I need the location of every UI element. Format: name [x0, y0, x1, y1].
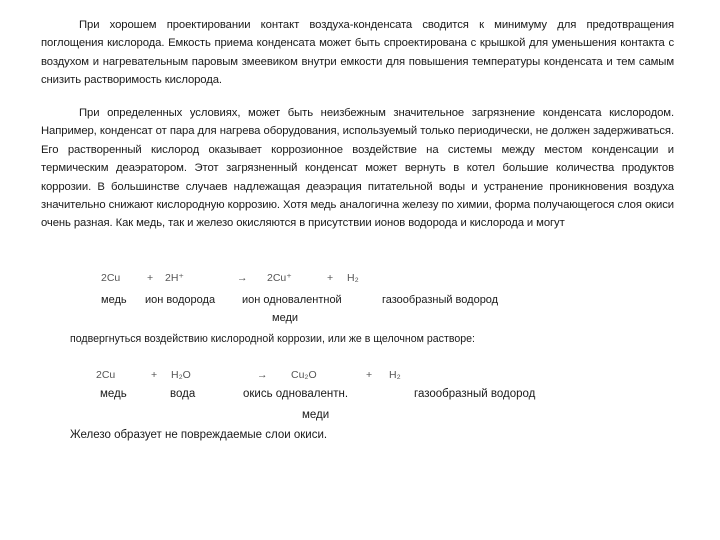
eq2-term-2cu: 2Cu: [96, 369, 116, 381]
middle-text: подвергнуться воздействию кислородной коррозии, или же в щелочном растворе:: [70, 333, 475, 345]
eq1-term-2h: 2H⁺: [165, 272, 184, 284]
eq2-label-monovalent-oxide: окись одновалентн.: [243, 388, 349, 400]
eq1-label-hydrogen-ion: ион водорода: [145, 294, 216, 306]
eq2-plus-1: +: [151, 369, 158, 381]
eq1-label-hydrogen-gas: газообразный водород: [382, 294, 499, 306]
eq1-arrow: →: [237, 272, 248, 284]
paragraph-2: При определенных условиях, может быть неизбежным значительное загрязнение конденсата кислородом. Например, конденсат от пара для нагрева оборудования, используемый только периодически, не должен задерживаться. Его растворенный кислород оказывает коррозионное воздействие на системы между местом конденсации и термическим деаэратором. Этот загрязненный конденсат может вернуть в котел большие количества продуктов коррозии. В большинстве случаев надлежащая деаэрация питательной воды и устранение проникновения воздуха значительно снижают кислородную коррозию. Хотя медь аналогична железу по химии, форма получающегося слоя окиси очень разная. Как медь, так и железо окисляются в присутствии ионов водорода и кислорода и могут: [41, 107, 674, 230]
eq1-term-2cu: 2Cu: [101, 272, 121, 284]
eq2-label-copper-cont: меди: [302, 409, 330, 421]
eq1-plus-2: +: [327, 272, 334, 284]
paragraph-1: При хорошем проектировании контакт воздуха-конденсата сводится к минимуму для предотвращения поглощения кислорода. Емкость приема конденсата может быть спроектирована с крышкой для уменьшения контакта с воздухом и нагревательным паровым змеевиком внутри емкости для повышения температуры конденсата и тем самым снизить растворимость кислорода.: [41, 19, 674, 87]
eq1-plus-1: +: [147, 272, 154, 284]
eq2-label-hydrogen-gas: газообразный водород: [414, 388, 536, 400]
final-text: Железо образует не повреждаемые слои окиси.: [70, 429, 328, 441]
eq1-term-h2: H₂: [347, 272, 359, 284]
eq1-term-2cu-ion: 2Cu⁺: [267, 272, 292, 284]
eq1-label-copper-cont: меди: [272, 312, 299, 324]
eq1-label-monovalent-ion: ион одновалентной: [242, 294, 342, 306]
eq2-term-cu2o: Cu₂O: [291, 369, 317, 381]
eq2-term-h2o: H₂O: [171, 369, 191, 381]
eq2-plus-2: +: [366, 369, 373, 381]
eq2-label-copper: медь: [100, 388, 127, 400]
eq2-arrow: →: [257, 369, 268, 381]
eq2-term-h2: H₂: [389, 369, 401, 381]
eq2-label-water: вода: [170, 388, 196, 400]
eq1-label-copper: медь: [101, 294, 127, 306]
